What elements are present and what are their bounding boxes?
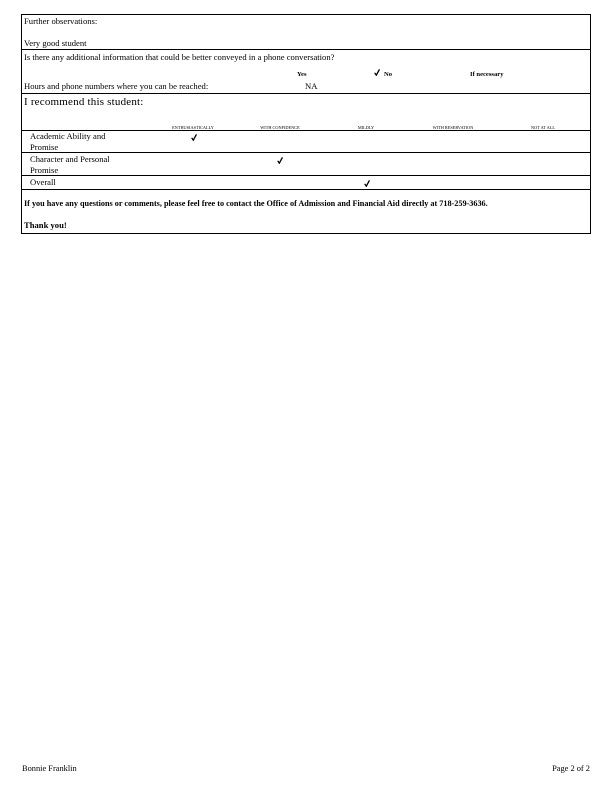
- scale-with-reservation: WITH RESERVATION: [432, 125, 474, 130]
- scale-enthusiastically: ENTHUSIASTICALLY: [172, 125, 214, 130]
- divider: [22, 49, 590, 50]
- row-academic-label-1: Academic Ability and: [30, 131, 106, 141]
- check-mark-icon: [277, 157, 283, 164]
- option-yes: Yes: [297, 71, 307, 78]
- contact-text: If you have any questions or comments, please feel free to contact the Office of Admission and Financial Aid directly at 718-259-3636.: [24, 199, 488, 208]
- scale-mildly: MILDLY: [357, 125, 375, 130]
- divider: [22, 130, 590, 131]
- divider: [22, 189, 590, 190]
- thank-you: Thank you!: [24, 220, 67, 230]
- row-academic-label-2: Promise: [30, 142, 59, 152]
- check-mark-icon: [364, 180, 370, 187]
- check-mark-icon: [374, 69, 380, 76]
- divider: [22, 152, 590, 153]
- option-if-necessary: If necessary: [470, 71, 504, 78]
- divider: [22, 93, 590, 94]
- row-overall-label: Overall: [30, 177, 56, 187]
- scale-not-at-all: NOT AT ALL: [531, 125, 555, 130]
- observations-label: Further observations:: [24, 16, 98, 26]
- hours-label: Hours and phone numbers where you can be reached:: [24, 81, 209, 91]
- row-character-label-1: Character and Personal: [30, 154, 110, 164]
- footer-name: Bonnie Franklin: [22, 764, 77, 773]
- check-mark-icon: [191, 134, 197, 141]
- divider: [22, 175, 590, 176]
- recommend-heading: I recommend this student:: [24, 96, 144, 108]
- observations-value: Very good student: [24, 38, 87, 48]
- row-character-label-2: Promise: [30, 165, 59, 175]
- scale-with-confidence: WITH CONFIDENCE: [260, 125, 300, 130]
- option-no: No: [384, 71, 393, 78]
- recommendation-form: [21, 14, 591, 234]
- phone-question: Is there any additional information that could be better conveyed in a phone conversation?: [24, 52, 335, 62]
- hours-value: NA: [305, 81, 318, 91]
- footer-page-number: Page 2 of 2: [552, 764, 590, 773]
